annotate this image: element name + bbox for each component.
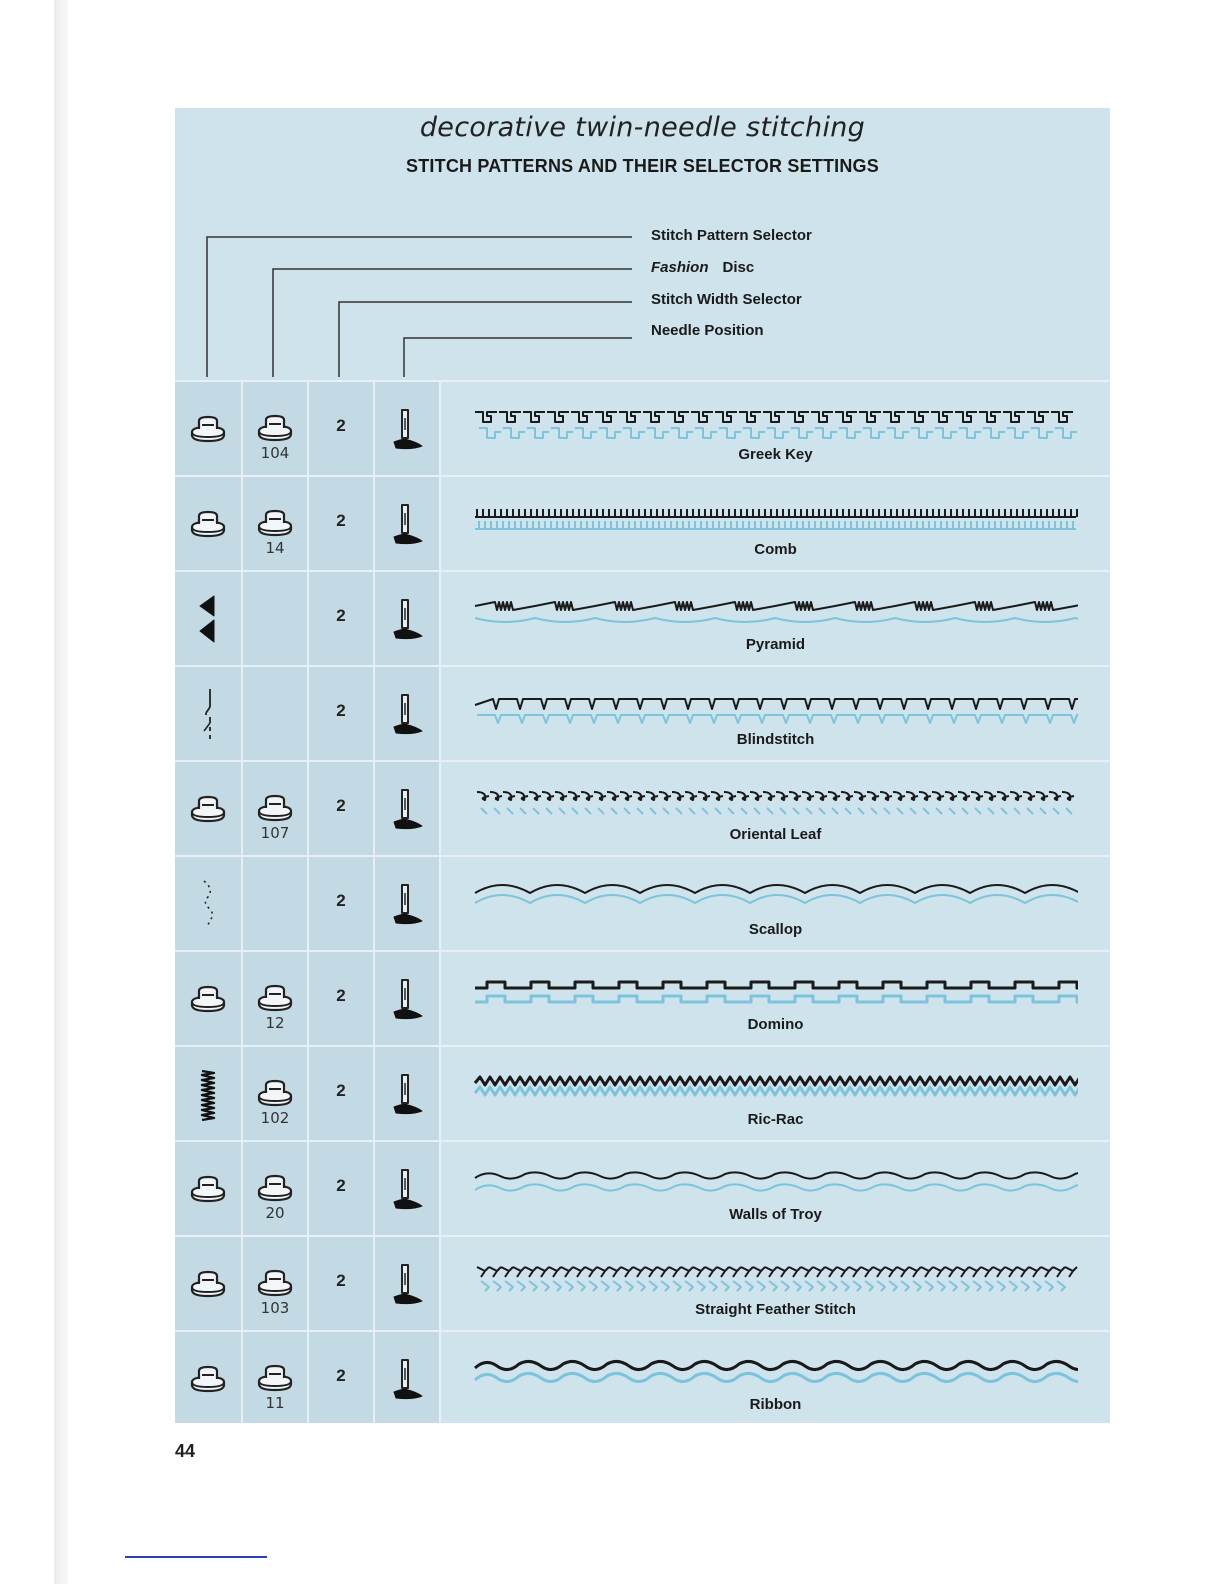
disc-icon	[255, 507, 295, 542]
footer-rule	[125, 1556, 267, 1558]
needle-left-icon	[390, 1263, 424, 1314]
needle-position-cell	[375, 1332, 439, 1427]
disc-number: 104	[260, 444, 290, 462]
stitch-width-value: 2	[336, 1366, 346, 1385]
needle-position-cell	[375, 382, 439, 477]
stitch-name: Scallop	[748, 921, 803, 938]
disc-icon	[255, 1172, 295, 1207]
needle-left-icon	[390, 598, 424, 649]
oriental-leaf-stitch-sample	[473, 786, 1078, 831]
fashion-disc-cell	[243, 382, 307, 477]
stitch-width-cell	[309, 952, 373, 1047]
stitch-pattern-selector-cell	[175, 572, 241, 667]
greek-key-stitch-sample	[473, 406, 1078, 451]
fashion-disc-cell	[243, 572, 307, 667]
stitch-width-cell	[309, 477, 373, 572]
disc-number: 14	[265, 539, 285, 557]
disc-icon	[188, 413, 228, 448]
fashion-disc-cell	[243, 1047, 307, 1142]
table-row	[175, 570, 1110, 667]
ric-rac-stitch-sample	[473, 1071, 1078, 1116]
stitch-width-cell	[309, 572, 373, 667]
disc-icon	[188, 508, 228, 543]
stitch-pattern-selector-cell	[175, 762, 241, 857]
fashion-disc-cell	[243, 952, 307, 1047]
legend-fashion-disc	[651, 259, 754, 276]
domino-stitch-sample	[473, 976, 1078, 1021]
fashion-disc-cell	[243, 1237, 307, 1332]
disc-icon	[188, 1173, 228, 1208]
needle-position-cell	[375, 857, 439, 952]
needle-position-cell	[375, 1142, 439, 1237]
stitch-name: Comb	[754, 541, 797, 558]
stitch-width-value: 2	[336, 511, 346, 530]
stitch-name: Oriental Leaf	[729, 826, 822, 843]
stitch-width-cell	[309, 1237, 373, 1332]
scallop-stitch-sample	[473, 881, 1078, 926]
legend-stitch-pattern-selector: Stitch Pattern Selector	[651, 227, 812, 244]
needle-position-cell	[375, 1237, 439, 1332]
stitch-sample-cell	[441, 477, 1110, 572]
disc-number: 102	[260, 1109, 290, 1127]
stitch-width-cell	[309, 1047, 373, 1142]
needle-left-icon	[390, 693, 424, 744]
needle-left-icon	[390, 883, 424, 934]
fashion-disc-cell	[243, 1332, 307, 1427]
stitch-sample-cell	[441, 762, 1110, 857]
disc-icon	[188, 1268, 228, 1303]
legend-disc-word: Disc	[722, 259, 755, 276]
disc-icon	[255, 1362, 295, 1397]
stitch-width-value: 2	[336, 986, 346, 1005]
walls-of-troy-stitch-sample	[473, 1166, 1078, 1211]
needle-left-icon	[390, 788, 424, 839]
stitch-width-value: 2	[336, 1271, 346, 1290]
stitch-width-value: 2	[336, 891, 346, 910]
needle-position-cell	[375, 572, 439, 667]
stitch-name: Ribbon	[749, 1396, 802, 1413]
needle-left-icon	[390, 1168, 424, 1219]
needle-position-cell	[375, 477, 439, 572]
stitch-width-value: 2	[336, 1176, 346, 1195]
disc-number: 11	[265, 1394, 285, 1412]
stitch-width-cell	[309, 1142, 373, 1237]
needle-position-cell	[375, 952, 439, 1047]
table-row	[175, 1235, 1110, 1332]
pyramid-stitch-sample	[473, 596, 1078, 641]
stitch-sample-cell	[441, 1237, 1110, 1332]
stitch-width-value: 2	[336, 606, 346, 625]
disc-number: 103	[260, 1299, 290, 1317]
fashion-disc-cell	[243, 667, 307, 762]
disc-icon	[188, 983, 228, 1018]
table-row	[175, 950, 1110, 1047]
stitch-width-value: 2	[336, 1081, 346, 1100]
needle-left-icon	[390, 1358, 424, 1409]
paper-edge	[54, 0, 68, 1584]
stitch-pattern-selector-cell	[175, 477, 241, 572]
stitch-width-value: 2	[336, 701, 346, 720]
disc-number: 12	[265, 1014, 285, 1032]
table-row	[175, 1330, 1110, 1427]
disc-number: 20	[265, 1204, 285, 1222]
stitch-width-value: 2	[336, 416, 346, 435]
table-row	[175, 665, 1110, 762]
needle-left-icon	[390, 1073, 424, 1124]
zigzag-selector-icon	[198, 1067, 218, 1128]
table-row	[175, 1045, 1110, 1142]
stitch-sample-cell	[441, 1332, 1110, 1427]
table-row	[175, 380, 1110, 477]
page-title: decorative twin-needle stitching	[419, 112, 866, 143]
disc-icon	[188, 1363, 228, 1398]
stitch-sample-cell	[441, 857, 1110, 952]
stitch-width-cell	[309, 382, 373, 477]
needle-position-cell	[375, 1047, 439, 1142]
page-number: 44	[175, 1441, 196, 1461]
stitch-pattern-selector-cell	[175, 1237, 241, 1332]
blindstitch-selector-icon	[198, 687, 218, 748]
stitch-name: Straight Feather Stitch	[695, 1301, 856, 1318]
straight-feather-stitch-sample	[473, 1261, 1078, 1306]
stitch-width-cell	[309, 762, 373, 857]
stitch-sample-cell	[441, 382, 1110, 477]
ribbon-stitch-sample	[473, 1356, 1078, 1401]
needle-left-icon	[390, 503, 424, 554]
needle-left-icon	[390, 978, 424, 1029]
stitch-sample-cell	[441, 667, 1110, 762]
disc-icon	[255, 412, 295, 447]
stitch-name: Domino	[747, 1016, 804, 1033]
table-row	[175, 475, 1110, 572]
stitch-pattern-selector-cell	[175, 382, 241, 477]
pyramid-selector-icon	[196, 594, 220, 651]
legend-needle-position: Needle Position	[651, 322, 764, 339]
stitch-width-cell	[309, 1332, 373, 1427]
stitch-name: Walls of Troy	[729, 1206, 822, 1223]
disc-icon	[255, 1267, 295, 1302]
stitch-sample-cell	[441, 1047, 1110, 1142]
stitch-name: Blindstitch	[736, 731, 815, 748]
fashion-disc-cell	[243, 762, 307, 857]
stitch-pattern-selector-cell	[175, 857, 241, 952]
needle-position-cell	[375, 762, 439, 857]
scallop-selector-icon	[198, 877, 218, 938]
table-row	[175, 1140, 1110, 1237]
stitch-width-cell	[309, 667, 373, 762]
fashion-disc-cell	[243, 857, 307, 952]
fashion-disc-cell	[243, 477, 307, 572]
stitch-settings-table	[175, 380, 1110, 1423]
disc-number: 107	[260, 824, 290, 842]
stitch-width-cell	[309, 857, 373, 952]
stitch-pattern-selector-cell	[175, 667, 241, 762]
stitch-pattern-selector-cell	[175, 1332, 241, 1427]
needle-position-cell	[375, 667, 439, 762]
table-row	[175, 855, 1110, 952]
disc-icon	[255, 982, 295, 1017]
disc-icon	[255, 792, 295, 827]
comb-stitch-sample	[473, 501, 1078, 546]
stitch-sample-cell	[441, 572, 1110, 667]
stitch-sample-cell	[441, 1142, 1110, 1237]
blindstitch-stitch-sample	[473, 691, 1078, 736]
stitch-sample-cell	[441, 952, 1110, 1047]
disc-icon	[255, 1077, 295, 1112]
stitch-pattern-selector-cell	[175, 1047, 241, 1142]
stitch-width-value: 2	[336, 796, 346, 815]
stitch-pattern-selector-cell	[175, 1142, 241, 1237]
page-subtitle: STITCH PATTERNS AND THEIR SELECTOR SETTINGS	[406, 156, 879, 176]
needle-left-icon	[390, 408, 424, 459]
disc-icon	[188, 793, 228, 828]
fashion-disc-cell	[243, 1142, 307, 1237]
stitch-pattern-selector-cell	[175, 952, 241, 1047]
stitch-name: Pyramid	[745, 636, 806, 653]
stitch-name: Ric-Rac	[747, 1111, 804, 1128]
legend-stitch-width-selector: Stitch Width Selector	[651, 291, 802, 308]
table-row	[175, 760, 1110, 857]
legend-fashion-italic: Fashion	[651, 259, 709, 276]
stitch-name: Greek Key	[738, 446, 813, 463]
